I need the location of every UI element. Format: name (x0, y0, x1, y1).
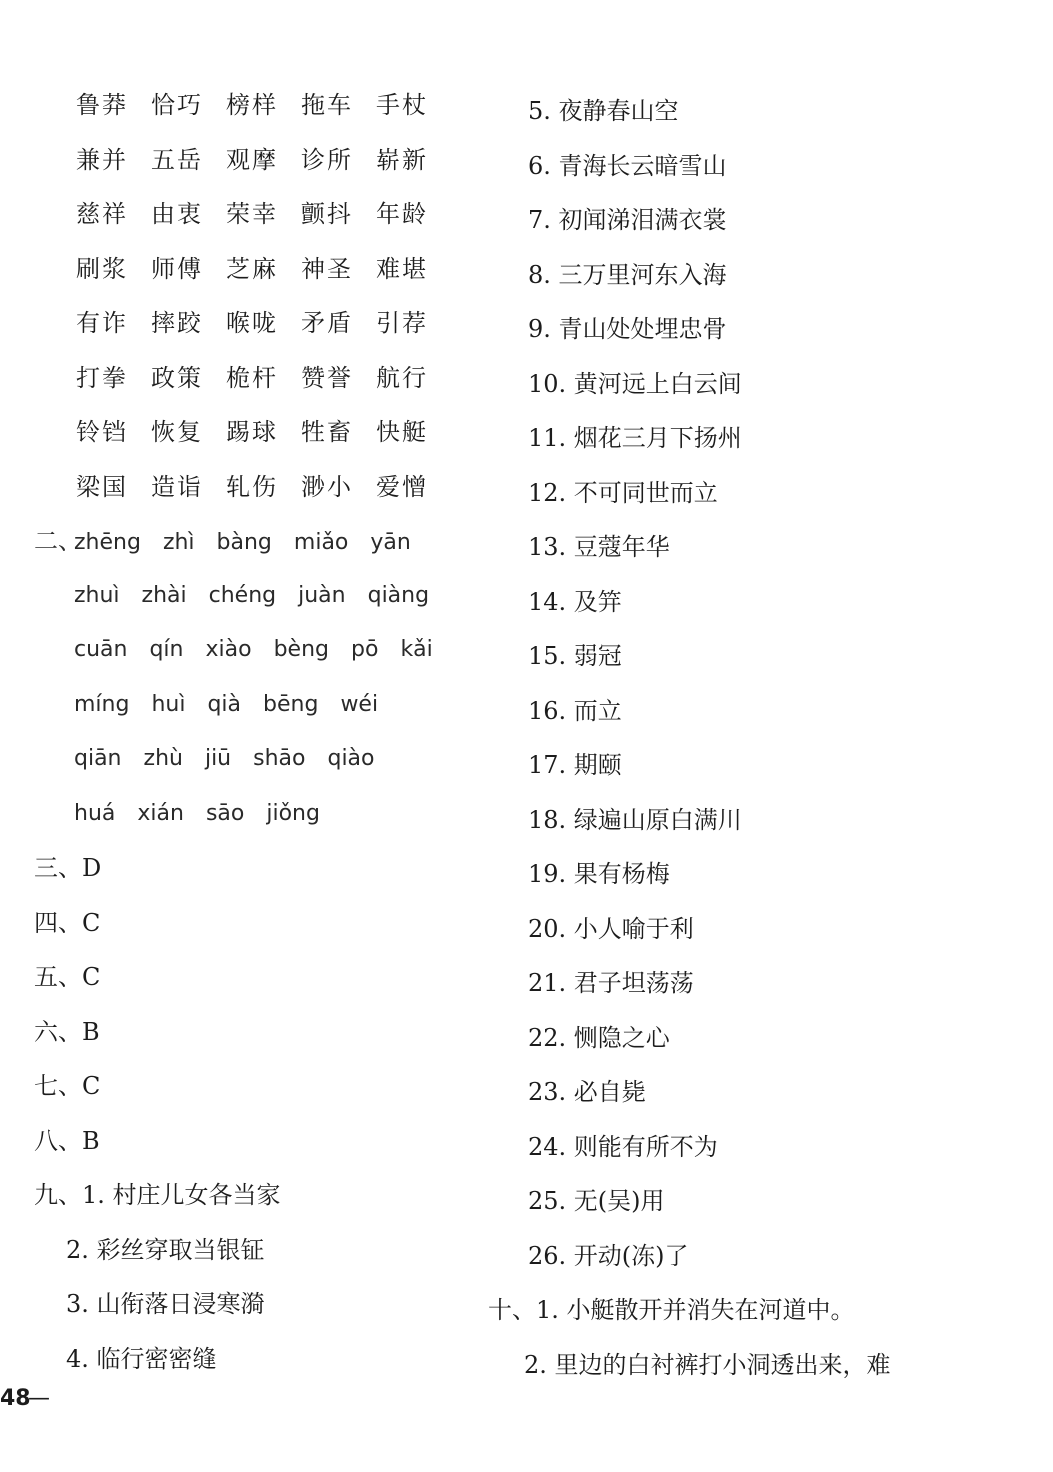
pinyin-item: huì (151, 691, 186, 717)
pinyin-item: wéi (340, 691, 379, 717)
word-cell: 矛盾 (301, 309, 353, 337)
word-cell: 渺小 (301, 472, 353, 501)
answer-line: 9. 青山处处埋忠骨 (528, 315, 727, 343)
answer-line: 16. 而立 (528, 696, 622, 725)
answer-line: 4. 临行密密缝 (66, 1344, 217, 1373)
pinyin-item: zhì (162, 530, 195, 555)
pinyin-section (0, 514, 490, 841)
answer-line (488, 1283, 1008, 1338)
answer-line: 23. 必自毙 (528, 1078, 646, 1106)
word-cell: 摔跤 (151, 309, 203, 337)
pinyin-row (0, 787, 490, 842)
word-cell: 芝麻 (226, 254, 278, 283)
word-cell: 铃铛 (76, 418, 128, 446)
word-section (0, 78, 490, 514)
answer-line: 13. 豆蔻年华 (528, 533, 670, 561)
left-column (0, 78, 490, 1386)
section-label: 十、 (488, 1296, 536, 1324)
word-row (0, 405, 490, 460)
pinyin-item: pō (351, 637, 379, 662)
word-cell: 榜样 (226, 91, 278, 119)
pinyin-row (0, 732, 490, 787)
word-cell: 牲畜 (301, 418, 353, 446)
choice-answer (0, 841, 490, 896)
pinyin-item: zhài (141, 582, 187, 608)
section-label: 六、 (34, 1017, 82, 1046)
pinyin-item: chéng (208, 582, 277, 608)
pinyin-item: xián (137, 800, 184, 826)
word-cell: 崭新 (376, 145, 428, 174)
pinyin-item: kǎi (400, 637, 433, 662)
pinyin-item: bàng (216, 530, 272, 555)
word-cell: 鲁莽 (76, 91, 128, 119)
pinyin-row (0, 678, 490, 733)
pinyin-item: bèng (273, 637, 329, 662)
section-nine (0, 1168, 490, 1386)
answer-line: 12. 不可同世而立 (528, 478, 718, 507)
answer-line (0, 1168, 490, 1223)
pinyin-item: qiàng (367, 582, 430, 608)
word-cell: 神圣 (301, 254, 353, 283)
word-cell: 五岳 (151, 145, 203, 174)
word-row (0, 78, 490, 133)
word-row (0, 460, 490, 515)
footer-dash: — (28, 1386, 50, 1411)
pinyin-item: zhù (143, 746, 183, 771)
word-cell: 爱憎 (376, 472, 428, 501)
pinyin-item: zhēng (74, 530, 141, 555)
word-cell: 政策 (151, 363, 203, 392)
word-cell: 颤抖 (301, 200, 353, 228)
pinyin-item: qiān (74, 746, 122, 771)
pinyin-item: jiū (204, 746, 232, 771)
answer-line: 22. 恻隐之心 (528, 1023, 670, 1052)
pinyin-item: huá (74, 800, 116, 826)
word-cell: 难堪 (376, 254, 428, 283)
answer-line: 14. 及笄 (528, 587, 622, 616)
answer-line: 19. 果有杨梅 (528, 860, 670, 888)
word-row (0, 242, 490, 297)
answer-line: 7. 初闻涕泪满衣裳 (528, 206, 727, 234)
answer-line: 26. 开动(冻)了 (528, 1241, 689, 1270)
word-cell: 年龄 (376, 200, 428, 228)
pinyin-item: yān (370, 530, 411, 555)
answer-line: 8. 三万里河东入海 (528, 260, 727, 289)
choice-answer (0, 950, 490, 1005)
pinyin-item: cuān (74, 637, 128, 662)
word-cell: 引荐 (376, 309, 428, 337)
answer-line: 3. 山衔落日浸寒漪 (66, 1290, 265, 1318)
word-cell: 桅杆 (226, 363, 278, 392)
pinyin-item: qià (207, 691, 242, 717)
word-cell: 航行 (376, 363, 428, 392)
answer-text: 1. 村庄儿女各当家 (82, 1181, 281, 1209)
pinyin-item: qín (149, 637, 184, 662)
page-number: 48 (0, 1386, 31, 1411)
answer-line: 20. 小人喻于利 (528, 914, 694, 943)
word-row (0, 296, 490, 351)
word-cell: 有诈 (76, 309, 128, 337)
pinyin-item: qiào (327, 746, 375, 771)
word-cell: 慈祥 (76, 200, 128, 228)
word-cell: 造诣 (151, 472, 203, 501)
word-cell: 喉咙 (226, 309, 278, 337)
section-label: 九、 (34, 1181, 82, 1209)
answer-line: 6. 青海长云暗雪山 (528, 151, 727, 180)
word-cell: 梁国 (76, 472, 128, 501)
choice-answer (0, 1005, 490, 1060)
choice-answer (0, 1114, 490, 1169)
answer-value: B (82, 1017, 100, 1046)
pinyin-item: shāo (253, 746, 306, 771)
pinyin-item: bēng (263, 691, 319, 717)
choice-answer (0, 1059, 490, 1114)
word-cell: 恢复 (151, 418, 203, 446)
pinyin-item: miǎo (293, 530, 349, 555)
answer-line: 2. 彩丝穿取当银钲 (66, 1235, 265, 1264)
choice-section (0, 841, 490, 1168)
word-cell: 由衷 (151, 200, 203, 228)
word-cell: 恰巧 (151, 91, 203, 119)
section-label: 二、 (34, 527, 82, 555)
word-cell: 轧伤 (226, 472, 278, 501)
pinyin-row (0, 569, 490, 624)
answer-line: 5. 夜静春山空 (528, 97, 679, 125)
answer-line: 21. 君子坦荡荡 (528, 969, 694, 997)
section-label: 三、 (34, 854, 82, 882)
answer-value: D (82, 854, 102, 882)
word-cell: 师傅 (151, 254, 203, 283)
pinyin-item: juàn (298, 582, 346, 608)
answer-line: 2. 里边的白衬裤打小洞透出来，难 (524, 1350, 891, 1379)
answer-line: 18. 绿遍山原白满川 (528, 805, 742, 834)
right-column (488, 84, 1008, 1392)
answer-line: 25. 无(吴)用 (528, 1187, 665, 1215)
pinyin-item: míng (74, 691, 130, 717)
word-cell: 踢球 (226, 418, 278, 446)
word-cell: 手杖 (376, 91, 428, 119)
answer-value: B (82, 1126, 100, 1155)
section-label: 八、 (34, 1126, 82, 1155)
answer-value: C (82, 908, 101, 937)
answer-line: 10. 黄河远上白云间 (528, 369, 742, 398)
word-row (0, 133, 490, 188)
word-row (0, 187, 490, 242)
word-cell: 兼并 (76, 145, 128, 174)
word-cell: 荣幸 (226, 200, 278, 228)
section-label: 七、 (34, 1072, 82, 1100)
pinyin-item: zhuì (74, 582, 120, 608)
pinyin-row (0, 623, 490, 678)
pinyin-item: jiǒng (266, 800, 320, 826)
word-cell: 快艇 (376, 418, 428, 446)
word-cell: 拖车 (301, 91, 353, 119)
answer-value: C (82, 1072, 101, 1100)
word-cell: 诊所 (301, 145, 353, 174)
section-label: 四、 (34, 908, 82, 937)
answer-value: C (82, 963, 101, 991)
answer-text: 1. 小艇散开并消失在河道中。 (536, 1296, 855, 1324)
answer-line: 17. 期颐 (528, 751, 622, 779)
pinyin-item: sāo (205, 800, 245, 826)
pinyin-row (0, 514, 490, 569)
choice-answer (0, 896, 490, 951)
answer-line: 11. 烟花三月下扬州 (528, 424, 742, 452)
word-row (0, 351, 490, 406)
pinyin-item: xiào (205, 637, 252, 662)
word-cell: 赞誉 (301, 363, 353, 392)
word-cell: 打拳 (76, 363, 128, 392)
word-cell: 观摩 (226, 145, 278, 174)
section-label: 五、 (34, 963, 82, 991)
word-cell: 刷浆 (76, 254, 128, 283)
answer-line: 15. 弱冠 (528, 642, 622, 670)
answer-line: 24. 则能有所不为 (528, 1132, 718, 1161)
